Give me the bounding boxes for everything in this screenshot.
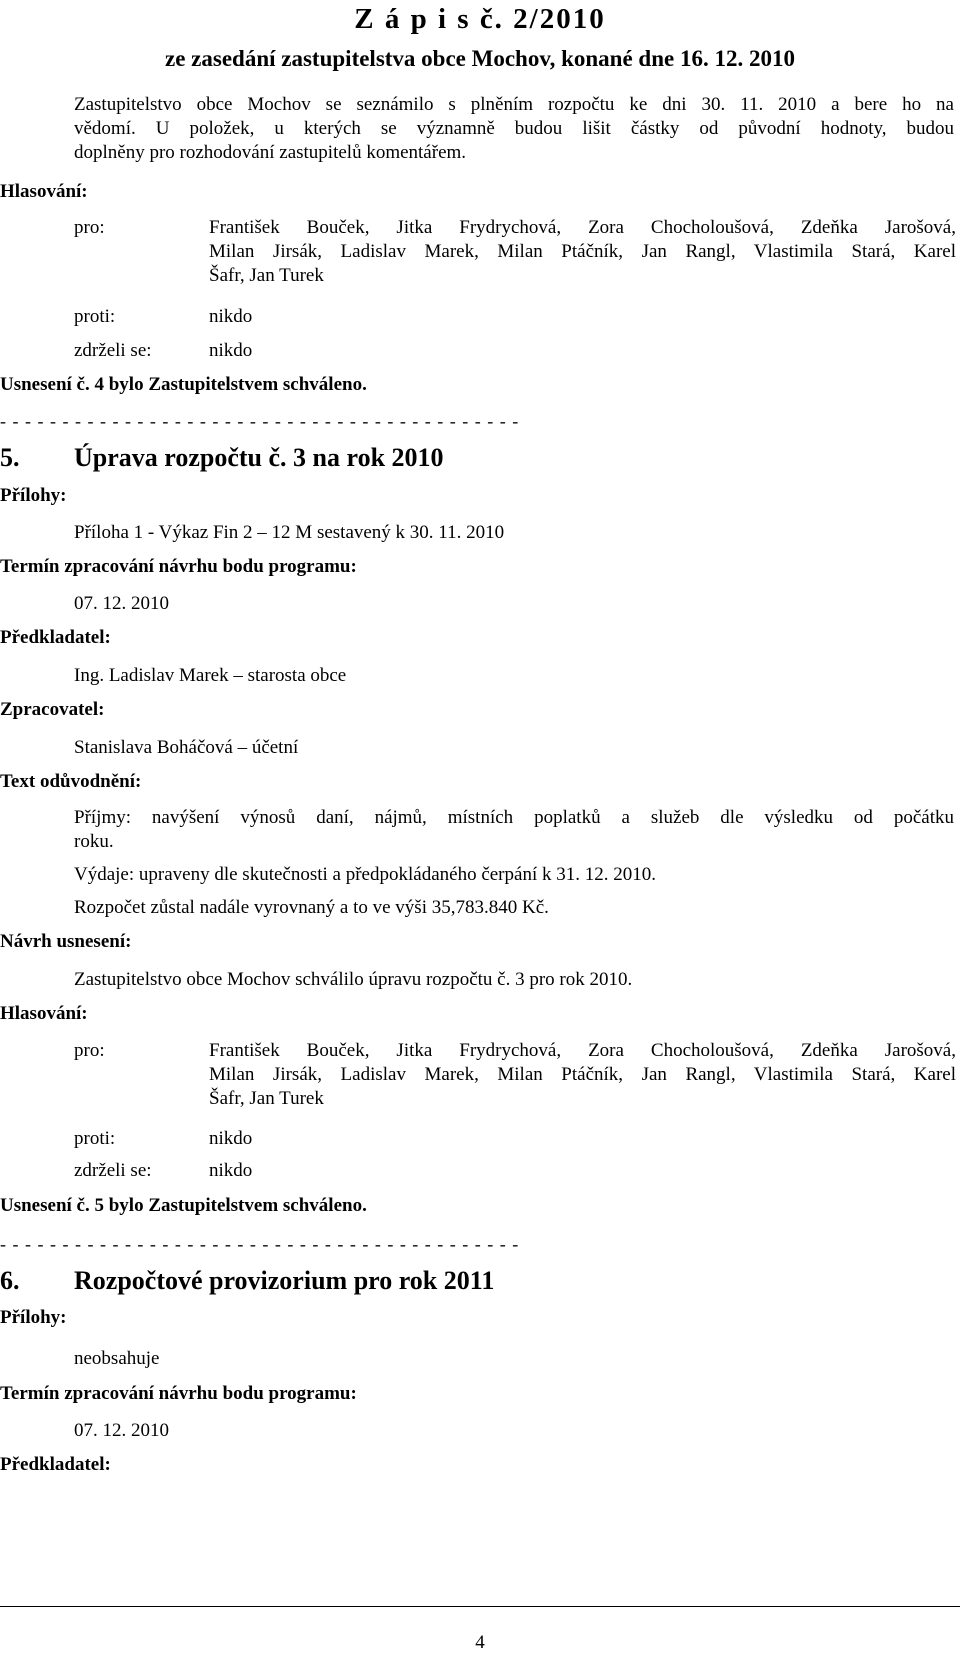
vote-pro-line: Šafr, Jan Turek bbox=[209, 265, 324, 286]
vote-zdrzeli-label: zdrželi se: bbox=[74, 1160, 152, 1181]
section-title: Rozpočtové provizorium pro rok 2011 bbox=[74, 1266, 495, 1295]
attachments-value: Příloha 1 - Výkaz Fin 2 – 12 M sestavený k 30. 11. 2010 bbox=[74, 522, 505, 543]
deadline-label: Termín zpracování návrhu bodu programu: bbox=[0, 1383, 357, 1404]
justification-budget: Rozpočet zůstal nadále vyrovnaný a to ve výši 35,783.840 Kč. bbox=[74, 897, 549, 918]
justification-label: Text odůvodnění: bbox=[0, 771, 142, 792]
vote-proti-value: nikdo bbox=[209, 306, 253, 327]
vote-pro-line: Milan Jirsák, Ladislav Marek, Milan Ptáčník, Jan Rangl, Vlastimila Stará, Karel bbox=[209, 241, 956, 262]
intro-paragraph bbox=[74, 93, 954, 165]
processor-value: Stanislava Boháčová – účetní bbox=[74, 737, 299, 758]
resolution-proposal-value: Zastupitelstvo obce Mochov schválilo úpravu rozpočtu č. 3 pro rok 2010. bbox=[74, 969, 633, 990]
vote-zdrzeli-label: zdrželi se: bbox=[74, 340, 152, 361]
intro-line: Zastupitelstvo obce Mochov se seznámilo s plněním rozpočtu ke dni 30. 11. 2010 a bere ho na bbox=[74, 94, 954, 115]
justification-line: roku. bbox=[74, 831, 114, 852]
section-title: Úprava rozpočtu č. 3 na rok 2010 bbox=[74, 443, 444, 472]
deadline-value: 07. 12. 2010 bbox=[74, 593, 169, 614]
document-title: Z á p i s č. 2/2010 bbox=[354, 3, 606, 35]
vote-pro-names bbox=[209, 216, 956, 288]
vote-pro-line: František Bouček, Jitka Frydrychová, Zora Chocholoušová, Zdeňka Jarošová, bbox=[209, 217, 956, 238]
deadline-label: Termín zpracování návrhu bodu programu: bbox=[0, 556, 357, 577]
justification-expenses: Výdaje: upraveny dle skutečnosti a předpokládaného čerpání k 31. 12. 2010. bbox=[74, 864, 656, 885]
processor-label: Zpracovatel: bbox=[0, 699, 105, 720]
section-number: 6. bbox=[0, 1266, 20, 1295]
vote-pro-label: pro: bbox=[74, 1040, 105, 1061]
justification-income bbox=[74, 806, 954, 854]
vote-pro-label: pro: bbox=[74, 217, 105, 238]
deadline-value: 07. 12. 2010 bbox=[74, 1420, 169, 1441]
submitter-value: Ing. Ladislav Marek – starosta obce bbox=[74, 665, 347, 686]
vote-pro-line: Milan Jirsák, Ladislav Marek, Milan Ptáčník, Jan Rangl, Vlastimila Stará, Karel bbox=[209, 1064, 956, 1085]
vote-pro-line: František Bouček, Jitka Frydrychová, Zora Chocholoušová, Zdeňka Jarošová, bbox=[209, 1040, 956, 1061]
separator-line: - - - - - - - - - - - - - - - - - - - - - - - - - - - - - - - - - - - - - - - - - - bbox=[0, 411, 520, 431]
page-number: 4 bbox=[475, 1632, 485, 1653]
section-heading bbox=[0, 443, 444, 473]
intro-line: vědomí. U položek, u kterých se významně budou lišit částky od původní hodnoty, budou bbox=[74, 118, 954, 139]
vote-proti-label: proti: bbox=[74, 306, 116, 327]
vote-zdrzeli-value: nikdo bbox=[209, 1160, 253, 1181]
separator-line: - - - - - - - - - - - - - - - - - - - - - - - - - - - - - - - - - - - - - - - - - - bbox=[0, 1234, 520, 1254]
resolution-proposal-label: Návrh usnesení: bbox=[0, 931, 132, 952]
vote-zdrzeli-value: nikdo bbox=[209, 340, 253, 361]
attachments-value: neobsahuje bbox=[74, 1348, 160, 1369]
resolution-text: Usnesení č. 5 bylo Zastupitelstvem schváleno. bbox=[0, 1195, 367, 1216]
attachments-label: Přílohy: bbox=[0, 485, 67, 506]
submitter-label: Předkladatel: bbox=[0, 1454, 111, 1475]
vote-proti-label: proti: bbox=[74, 1128, 116, 1149]
section-heading bbox=[0, 1266, 494, 1296]
attachments-label: Přílohy: bbox=[0, 1307, 67, 1328]
vote-pro-names bbox=[209, 1039, 956, 1111]
section-number: 5. bbox=[0, 443, 20, 472]
justification-line: Příjmy: navýšení výnosů daní, nájmů, místních poplatků a služeb dle výsledku od počátku bbox=[74, 807, 954, 828]
intro-line: doplněny pro rozhodování zastupitelů komentářem. bbox=[74, 142, 467, 163]
voting-heading: Hlasování: bbox=[0, 181, 88, 202]
voting-heading: Hlasování: bbox=[0, 1003, 88, 1024]
vote-pro-line: Šafr, Jan Turek bbox=[209, 1088, 324, 1109]
footer-rule bbox=[0, 1606, 960, 1607]
document-subtitle: ze zasedání zastupitelstva obce Mochov, konané dne 16. 12. 2010 bbox=[165, 46, 795, 71]
resolution-text: Usnesení č. 4 bylo Zastupitelstvem schváleno. bbox=[0, 374, 367, 395]
submitter-label: Předkladatel: bbox=[0, 627, 111, 648]
vote-proti-value: nikdo bbox=[209, 1128, 253, 1149]
